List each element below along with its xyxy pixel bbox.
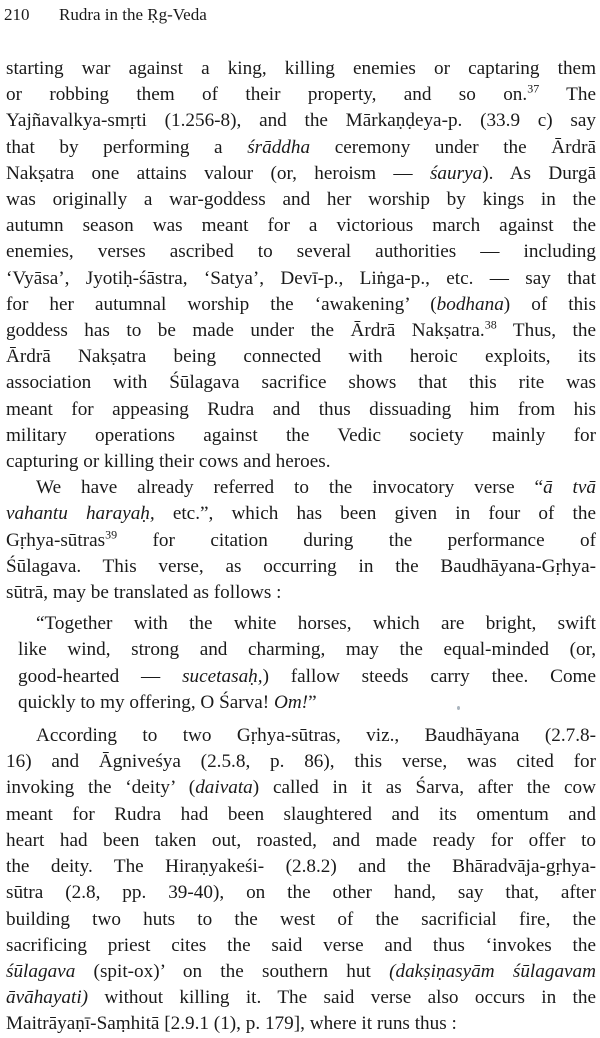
running-head: [4, 4, 594, 26]
text-line: Yajñavalkya-smṛti (1.256-8), and the Mārkaṇḍeya-p. (33.9 c) say: [6, 110, 596, 132]
text-line: sūtra (2.8, pp. 39-40), on the other hand, say that, after: [6, 882, 596, 904]
text-line: According to two Gṛhya-sūtras, viz., Baudhāyana (2.7.8-: [36, 725, 596, 747]
text-line: capturing or killing their cows and heroes.: [6, 451, 331, 473]
block-quote: [6, 611, 596, 716]
italic-term: sucetasaḥ,: [182, 665, 263, 687]
text-line: āvāhayati) without killing it. The said verse also occurs in the: [6, 987, 596, 1009]
text-line: military operations against the Vedic society mainly for: [6, 424, 596, 446]
running-title: Rudra in the Ṛg-Veda: [59, 5, 207, 24]
italic-term: daivata: [195, 777, 253, 799]
italic-term: śūlagava: [6, 960, 76, 982]
text-line: Gṛhya-sūtras$^{39}$ for citation during the performance of: [6, 527, 596, 551]
paragraph-grhya-sutras: [6, 723, 596, 1037]
text-line: enemies, verses ascribed to several authorities — including: [6, 241, 596, 263]
text-line: starting war against a king, killing enemies or captaring them: [6, 58, 596, 79]
italic-term: śaurya: [429, 162, 483, 184]
italic-term: bodhana: [436, 293, 504, 315]
footnote-ref: 38: [484, 318, 497, 332]
text-line: Maitrāyaṇī-Saṃhitā [2.9.1 (1), p. 179], where it runs thus :: [6, 1013, 457, 1035]
text-line: sūtrā, may be translated as follows :: [6, 582, 282, 604]
text-line: Śūlagava. This verse, as occurring in the Baudhāyana-Gṛhya-: [6, 555, 596, 577]
quote-line: like wind, strong and charming, may the equal-minded (or,: [18, 639, 596, 661]
text-line: meant for appeasing Rudra and thus dissuading him from his: [6, 398, 596, 420]
text-line: invoking the ‘deity’ (daivata) called in it as Śarva, after the cow: [6, 777, 596, 799]
quote-line: good-hearted — sucetasaḥ,) fallow steeds carry thee. Come: [18, 665, 596, 687]
italic-term: Om!: [273, 691, 309, 713]
text-line: autumn season was meant for a victorious march against the: [6, 215, 596, 237]
text-line: meant for Rudra had been slaughtered and its omentum and: [6, 803, 596, 825]
italic-term: śrāddha: [247, 136, 311, 158]
italic-term: vahantu harayaḥ,: [6, 503, 155, 525]
text-line: building two huts to the west of the sacrificial fire, the: [6, 908, 596, 930]
quote-line: “Together with the white horses, which are bright, swift: [36, 613, 596, 635]
text-line: the deity. The Hiraṇyakeśi- (2.8.2) and the Bhāradvāja-gṛhya-: [6, 856, 596, 878]
text-line: goddess has to be made under the Ārdrā Nakṣatra.$^{38}$ Thus, the: [6, 318, 596, 342]
quote-line: quickly to my offering, O Śarva! Om!”: [18, 691, 317, 713]
text-line: sacrificing priest cites the said verse and thus ‘invokes the: [6, 934, 596, 956]
text-line: heart had been taken out, roasted, and made ready for offer to: [6, 829, 596, 851]
italic-term: āvāhayati): [6, 987, 89, 1009]
text-line: We have already referred to the invocatory verse “ā tvā: [36, 477, 596, 499]
paragraph-invocatory-verse: [6, 475, 596, 606]
text-line: was originally a war-goddess and her worship by kings in the: [6, 189, 596, 211]
text-line: Nakṣatra one attains valour (or, heroism — śaurya). As Durgā: [6, 162, 596, 184]
text-line: association with Śūlagava sacrifice shows that this rite was: [6, 372, 596, 394]
text-line: śūlagava (spit-ox)’ on the southern hut (dakṣiṇasyām śūlagavam: [6, 960, 596, 982]
text-line: vahantu harayaḥ, etc.”, which has been given in four of the: [6, 503, 596, 525]
footnote-ref: 39: [105, 527, 118, 542]
page-speck: [457, 706, 460, 710]
text-line: or robbing them of their property, and so on.$^{37}$ The: [6, 82, 596, 106]
text-line: 16) and Āgniveśya (2.5.8, p. 86), this verse, was cited for: [6, 751, 596, 773]
footnote-ref: 37: [527, 82, 540, 96]
italic-term: ā tvā: [543, 477, 596, 499]
text-line: ‘Vyāsa’, Jyotiḥ-śāstra, ‘Satya’, Devī-p., Liṅga-p., etc. — say that: [6, 267, 596, 289]
page-number: 210: [4, 5, 30, 24]
body-text: [6, 56, 596, 1038]
italic-term: (dakṣiṇasyām śūlagavam: [389, 960, 596, 982]
text-line: for her autumnal worship the ‘awakening’ (bodhana) of this: [6, 293, 596, 315]
paragraph-war-goddess: [6, 56, 596, 475]
text-line: Ārdrā Nakṣatra being connected with heroic exploits, its: [6, 346, 596, 368]
text-line: that by performing a śrāddha ceremony under the Ārdrā: [6, 136, 596, 158]
